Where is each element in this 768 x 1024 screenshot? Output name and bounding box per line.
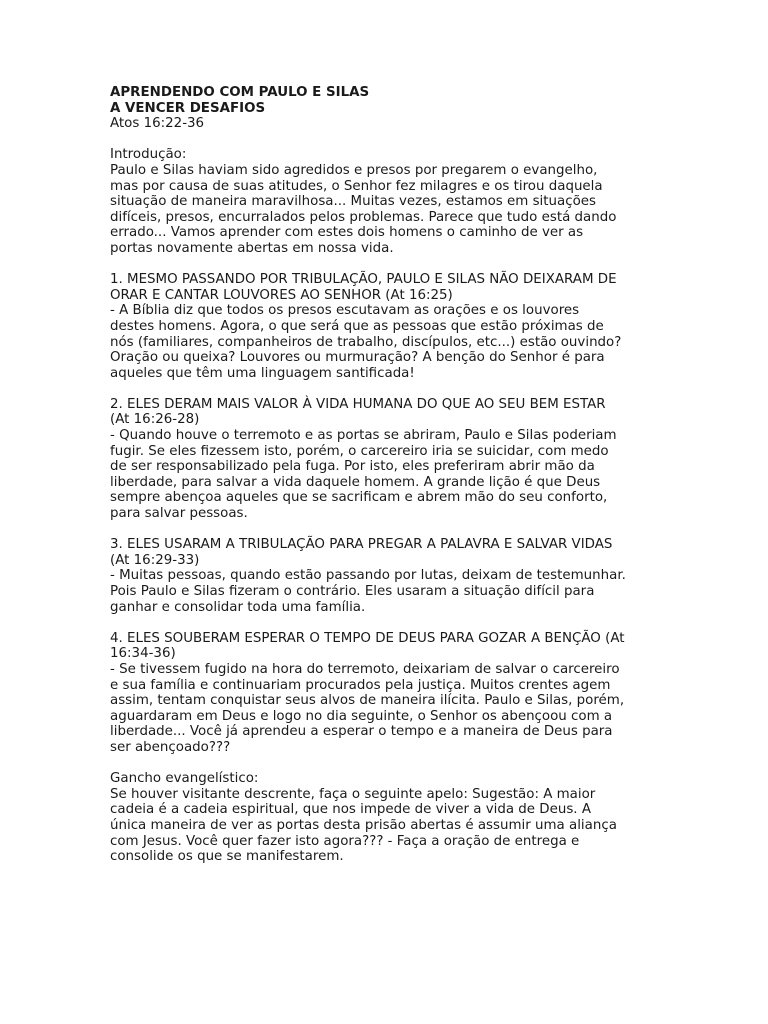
section-text-line: Paulo e Silas haviam sido agredidos e presos por pregarem o evangelho, [110,162,598,178]
section-text-line: ser abençoado??? [110,739,231,755]
section-text-line: aqueles que têm uma linguagem santificada! [110,365,415,381]
section-text-line: assim, tentam conquistar seus alvos de maneira ilícita. Paulo e Silas, porém, [110,693,625,709]
section-text-line: (At 16:26-28) [110,412,200,428]
document-body [110,85,626,865]
section-text-line: Se houver visitante descrente, faça o seguinte apelo: Sugestão: A maior [110,786,596,802]
section-text-line: aguardaram em Deus e logo no dia seguinte, o Senhor os abençoou com a [110,708,613,724]
section-text-line: liberdade... Você já aprendeu a esperar o tempo e a maneira de Deus para [110,724,613,740]
section-point-2 [110,397,626,522]
section-point-4 [110,631,626,756]
section-gancho-evangelistico [110,771,626,865]
section-text-line: - Se tivessem fugido na hora do terremoto, deixariam de salvar o carcereiro [110,661,620,677]
section-text-line: nós (familiares, companheiros de trabalho, discípulos, etc...) estão ouvindo? [110,334,622,350]
section-text-line: única maneira de ver as portas desta prisão abertas é assumir uma aliança [110,817,617,833]
section-text-line: fugir. Se eles fizessem isto, porém, o carcereiro iria se suicidar, com medo [110,443,609,459]
section-heading-line: Gancho evangelístico: [110,771,259,787]
section-heading-line: 4. ELES SOUBERAM ESPERAR O TEMPO DE DEUS PARA GOZAR A BENÇÃO (At [110,630,625,646]
section-text-line: mas por causa de suas atitudes, o Senhor fez milagres e os tirou daquela [110,178,603,194]
section-text-line: de ser responsabilizado pela fuga. Por isto, eles preferiram abrir mão da [110,459,595,475]
paragraph-gap [110,522,626,538]
section-text-line: ganhar e consolidar toda uma família. [110,599,366,615]
section-point-3 [110,537,626,615]
title-line-1: APRENDENDO COM PAULO E SILAS [110,85,370,100]
section-text-line: sempre abençoa aqueles que se sacrificam e abrem mão do seu conforto, [110,490,608,506]
section-text-line: com Jesus. Você quer fazer isto agora??? - Faça a oração de entrega e [110,833,580,849]
section-heading-line: 2. ELES DERAM MAIS VALOR À VIDA HUMANA DO QUE AO SEU BEM ESTAR [110,396,606,412]
section-text-line: cadeia é a cadeia espiritual, que nos impede de viver a vida de Deus. A [110,802,591,818]
section-text-line: Oração ou queixa? Louvores ou murmuração? A benção do Senhor é para [110,350,605,366]
section-text-line: consolide os que se manifestarem. [110,849,344,865]
section-introducao [110,147,626,256]
section-text-line: portas novamente abertas em nossa vida. [110,240,394,256]
section-text-line: destes homens. Agora, o que será que as pessoas que estão próximas de [110,318,604,334]
section-text-line: liberdade, para salvar a vida daquele homem. A grande lição é que Deus [110,474,601,490]
section-text-line: e sua família e continuariam procurados pela justiça. Muitos crentes agem [110,677,611,693]
paragraph-gap [110,756,626,772]
section-text-line: - A Bíblia diz que todos os presos escutavam as orações e os louvores [110,303,580,319]
paragraph-gap [110,615,626,631]
paragraph-gap [110,257,626,273]
section-text-line: - Quando houve o terremoto e as portas se abriram, Paulo e Silas poderiam [110,428,617,444]
section-heading-line: 3. ELES USARAM A TRIBULAÇÃO PARA PREGAR A PALAVRA E SALVAR VIDAS [110,537,613,553]
section-text-line: Pois Paulo e Silas fizeram o contrário. Eles usaram a situação difícil para [110,584,595,599]
paragraph-gap [110,132,626,148]
title-line-2: A VENCER DESAFIOS [110,100,266,116]
scripture-reference: Atos 16:22-36 [110,116,205,132]
section-text-line: (At 16:29-33) [110,552,200,568]
section-text-line: 16:34-36) [110,646,176,662]
section-text-line: situação de maneira maravilhosa... Muitas vezes, estamos em situações [110,194,596,210]
section-heading-line: Introdução: [110,147,187,163]
section-text-line: errado... Vamos aprender com estes dois homens o caminho de ver as [110,225,584,241]
paragraph-gap [110,381,626,397]
section-text-line: difíceis, presos, encurralados pelos problemas. Parece que tudo está dando [110,209,617,225]
section-point-1 [110,272,626,381]
section-text-line: - Muitas pessoas, quando estão passando por lutas, deixam de testemunhar. [110,568,626,584]
section-text-line: ORAR E CANTAR LOUVORES AO SENHOR (At 16:25) [110,287,453,303]
section-heading-line: 1. MESMO PASSANDO POR TRIBULAÇÃO, PAULO E SILAS NÃO DEIXARAM DE [110,272,617,288]
sections [110,132,626,865]
section-text-line: para salvar pessoas. [110,506,248,522]
